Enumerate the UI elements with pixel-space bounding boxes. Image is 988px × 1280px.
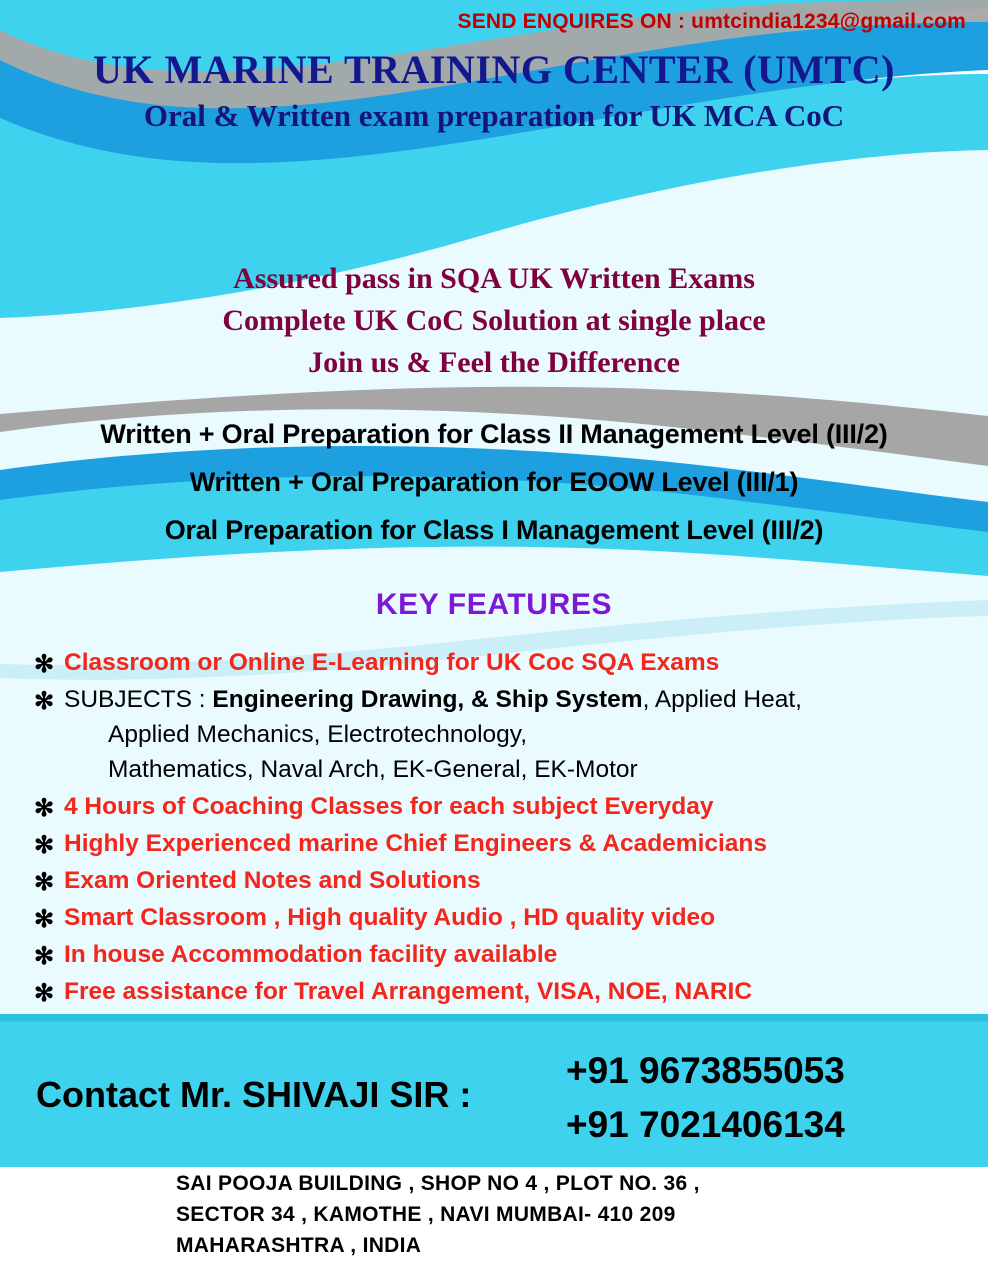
course-line-3: Oral Preparation for Class I Management Level (III/2) [164,515,824,545]
phone-number-2[interactable]: +91 7021406134 [566,1104,845,1145]
course-line-2: Written + Oral Preparation for EOOW Level (III/1) [189,467,799,497]
list-item-label: 4 Hours of Coaching Classes for each subject Everyday [64,793,714,820]
address-line-3: MAHARASHTRA , INDIA [176,1234,422,1257]
list-item-label: Smart Classroom , High quality Audio , HD quality video [64,904,716,931]
poster-header [0,0,988,240]
asterisk-icon: ✻ [34,980,55,1007]
contact-phones [566,1044,845,1152]
list-item [26,826,974,861]
list-item [26,789,974,824]
course-line-1: Written + Oral Preparation for Class II Management Level (III/2) [100,419,888,449]
subjects-line-3: Mathematics, Naval Arch, EK-General, EK-Motor [108,756,638,783]
asterisk-icon: ✻ [34,795,55,822]
tagline-line-2: Complete UK CoC Solution at single place [222,304,766,337]
page-title: UK MARINE TRAINING CENTER (UMTC) [93,47,895,92]
subjects-rest: , Applied Heat, [642,686,802,713]
list-item [26,863,974,898]
asterisk-icon: ✻ [34,832,55,859]
asterisk-icon: ✻ [34,906,55,933]
address-line-1: SAI POOJA BUILDING , SHOP NO 4 , PLOT NO. 36 , [176,1172,700,1195]
enquiry-email-line: SEND ENQUIRES ON : umtcindia1234@gmail.com [457,10,966,33]
list-item-label: Free assistance for Travel Arrangement, VISA, NOE, NARIC [64,978,753,1005]
asterisk-icon: ✻ [34,869,55,896]
address-line-2: SECTOR 34 , KAMOTHE , NAVI MUMBAI- 410 209 [176,1203,676,1226]
asterisk-icon: ✻ [34,943,55,970]
list-item [26,937,974,972]
asterisk-icon: ✻ [34,688,55,715]
contact-band [0,1020,988,1167]
list-item [26,900,974,935]
list-item-label: Highly Experienced marine Chief Engineers & Academicians [64,830,768,857]
list-item-label: Classroom or Online E-Learning for UK Coc SQA Exams [64,649,720,676]
subjects-label: SUBJECTS : [64,686,213,713]
page-subtitle: Oral & Written exam preparation for UK MCA CoC [143,98,845,133]
address-block [176,1168,700,1261]
key-features-list [26,645,974,1011]
subjects-bold: Engineering Drawing, & Ship System [212,686,643,713]
key-features-heading: KEY FEATURES [375,588,613,621]
contact-person-label: Contact Mr. SHIVAJI SIR : [36,1074,472,1115]
asterisk-icon: ✻ [34,651,55,678]
list-item [26,645,974,680]
phone-number-1[interactable]: +91 9673855053 [566,1050,845,1091]
list-item-label: Exam Oriented Notes and Solutions [64,867,481,894]
list-item-label: In house Accommodation facility available [64,941,558,968]
subjects-line-2: Applied Mechanics, Electrotechnology, [108,721,528,748]
courses-block [0,410,988,554]
list-item [26,974,974,1009]
tagline-block [0,258,988,384]
tagline-line-3: Join us & Feel the Difference [308,346,680,379]
list-item-subjects [26,682,974,787]
tagline-line-1: Assured pass in SQA UK Written Exams [233,262,755,295]
